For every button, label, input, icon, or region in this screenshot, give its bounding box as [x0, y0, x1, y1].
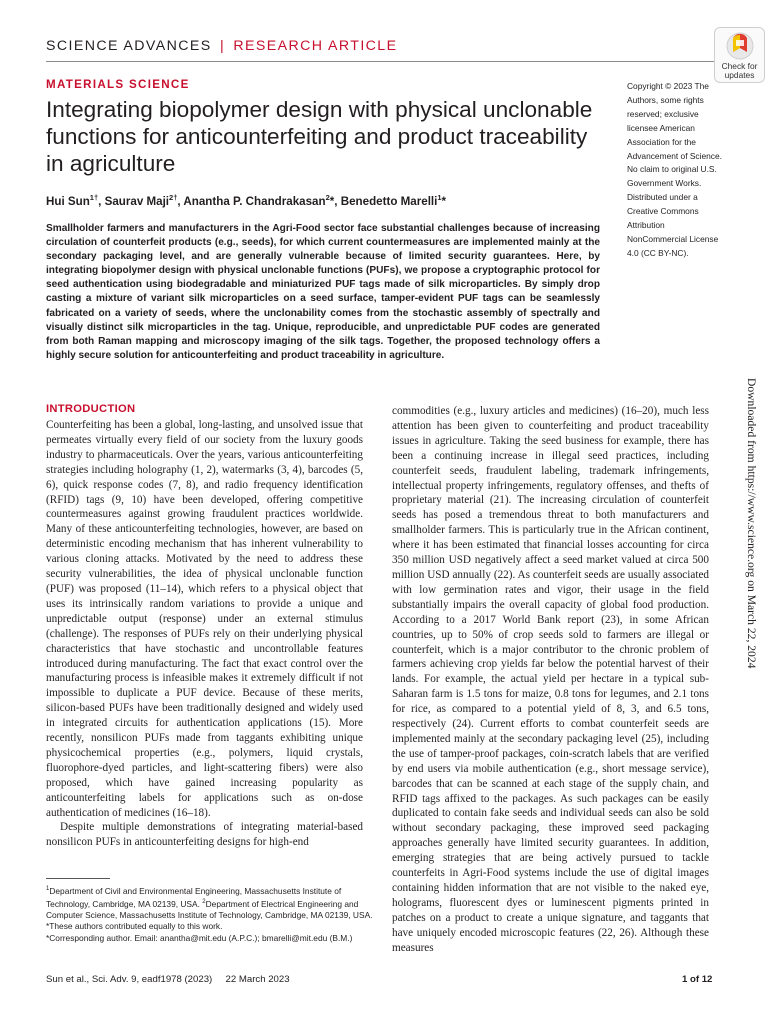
author-affiliation: 1† [89, 193, 99, 202]
corresponding-author-note[interactable]: *Corresponding author. Email: anantha@mit.edu (A.P.C.); bmarelli@mit.edu (B.M.) [46, 932, 353, 943]
page-number: 1 of 12 [682, 974, 713, 985]
header-separator: | [219, 38, 226, 54]
body-paragraph: Counterfeiting has been a global, long-lasting, and unsolved issue that permeates virtually every field of our society from the luxury goods industry to pharmaceuticals. Over the years, various anticounterfeiting strategies including holography (1, 2), watermarks (3, 4), barcodes (5, 6), quick response codes (7, 8), and radio frequency identification (RFID) tags (9, 10) have been developed, offering competitive countermeasures against growing fraudulent practices worldwide. Many of these anticounterfeiting technologies, however, are based on deterministic encoding mechanism that has inherent vulnerability to various cloning attacks. Motivated by the need to address these security vulnerabilities, the idea of physical unclonable function (PUF) was proposed (11–14), which refers to a physical object that uses its intrinsically random variations to provide a unique and unpredictable output (response) under an external stimulus (challenge). The responses of PUFs rely on their underlying physical characteristics that have stochastic and uncontrollable features introduced during manufacturing. The fact that exact control over the manufacturing process is infeasible makes it extremely difficult if not impossible to duplicate a PUF device. Because of these merits, silicon-based PUFs have been traditionally designed and widely used in integrated circuits for authentication applications (15). More recently, nonsilicon PUFs made from taggants exhibiting unique physicochemical properties (e.g., polymers, liquid crystals, fluorophore-dyed particles, and light-scattering fibers) were also proposed, which have gained increasing popularity as anticounterfeiting labels for applications such as on-dose authentication of medicines (16–18). [46, 419, 363, 819]
footnote-marker: 1 [46, 886, 50, 892]
header-divider [46, 61, 720, 62]
body-column-left [46, 418, 363, 850]
footnote-divider [46, 878, 110, 879]
download-watermark: Downloaded from https://www.science.org on March 22, 2024 [745, 378, 758, 669]
equal-contribution-note: *These authors contributed equally to this work. [46, 921, 223, 932]
author-separator: , [98, 194, 105, 208]
footnote-text: Department of Electrical Engineering and Computer Science, Massachusetts Institute of Technology, Cambridge, MA 02139, USA. [46, 898, 373, 921]
journal-name[interactable]: SCIENCE ADVANCES [46, 38, 212, 54]
footnote-marker: 2 [202, 899, 206, 906]
author-name[interactable]: Benedetto Marelli [340, 194, 438, 208]
footnote-text: Department of Civil and Environmental Engineering, Massachusetts Institute of Technology, Cambridge, MA 02139, USA. [46, 885, 342, 909]
affiliation-footnote [46, 884, 376, 921]
body-column-right: commodities (e.g., luxury articles and medicines) (16–20), much less attention has been given to counterfeiting and product traceability issues in agriculture. Taking the seed business for example, there has been a continuing increase in illegal seed practices, including counterfeit seeds, fraudulent labeling, trademark infringements, intellectual property infringements, regulatory offenses, and thefts of proprietary material (21). The increasing circulation of counterfeit seeds has posed a tremendous threat to both manufacturers and smallholder farmers. This is particularly true in the African continent, where it has been estimated that financial losses accounting for circa 350 million USD negatively affect a seed market valued at circa 500 million USD annually (22). As counterfeit seeds are usually associated with low germination rates and vigor, their usage in the field substantially impairs the overall capacity of global food production. According to a 2017 World Bank report (23), in some African countries, up to 50% of crop seeds sold to farmers are illegal or counterfeit, which is a major contributor to the chronic problem of farmers achieving crop yields far below the potential harvest of their lands. For example, the actual yield per hectare in a typical sub-Saharan farm is 1.5 tons for maize, 0.8 tons for legumes, and 2.1 tons for rice, as compared to a potential yield of 8, 3, and 6.5 tons, respectively (24). Current efforts to combat counterfeit seeds are implemented mainly at the secondary packaging level (25), including the use of tamper-proof packages, coin-scratch labels that are verified by end users via mobile authentication (e.g., short message service), barcodes that can be scanned at each stage of the supply chain, and RFID tags affixed to the packages. As such packages can be easily duplicated to contain fake seeds and individual seeds can also be sold without secondary packaging, these improved seed packaging approaches generally have limited security guarantees. In addition, emerging strategies that are being actively pursued to tackle counterfeits in Agri-Food systems include the use of digital images containing hidden information that are not visible to the naked eye, holograms, fluorescent dyes or luminescent pigments printed in patches on a product to create a unique signature, and taggants that have uniquely encoded microscopic features (22, 26). Although these measures [392, 405, 709, 954]
footnotes [46, 884, 376, 944]
author-name[interactable]: Anantha P. Chandrakasan [183, 194, 326, 208]
author-affiliation: 2† [169, 193, 178, 202]
author-separator: , [177, 194, 184, 208]
author-separator: , [334, 194, 341, 208]
author-name[interactable]: Saurav Maji [104, 194, 170, 208]
abstract: Smallholder farmers and manufacturers in the Agri-Food sector face substantial challenges because of increasing circulation of counterfeit products (e.g., seeds), for which current countermeasures are implemented mainly at the secondary packaging level, and are generally vulnerable because of limited security guarantees. Here, by integrating biopolymer design with physical unclonable functions (PUFs), we propose a cryptographic protocol for seed authentication using biodegradable and miniaturized PUF tags made of silk microparticles. By simply drop casting a mixture of variant silk microparticles on a seed surface, tamper-evident PUF tags can be seamlessly fabricated on a variety of seeds, where the unclonability comes from the stochastic assembly of spectrally and visually distinct silk microparticles in the tag. Unique, reproducible, and unpredictable PUF codes are generated from both Raman mapping and microscopy imaging of the silk tags. Together, the proposed technology offers a highly secure solution for anticounterfeiting and product traceability in agriculture. [46, 223, 600, 361]
article-type: RESEARCH ARTICLE [233, 38, 398, 54]
crossmark-icon [725, 31, 755, 61]
author-affiliation: 2 [325, 193, 330, 202]
author-affiliation: 1 [437, 193, 442, 202]
author-name[interactable]: Hui Sun [46, 194, 90, 208]
article-title: Integrating biopolymer design with physical unclonable functions for anticounterfeiting and product traceability in agriculture [46, 97, 593, 177]
check-for-updates-button[interactable] [714, 27, 765, 83]
journal-header [46, 38, 397, 54]
section-label: MATERIALS SCIENCE [46, 78, 190, 91]
copyright-notice: Copyright © 2023 The Authors, some rights reserved; exclusive licensee American Association for the Advancement of Science. No claim to original U.S. Government Works. Distributed under a Creative Commons Attribution NonCommercial License 4.0 (CC BY-NC). [627, 81, 722, 258]
section-heading-introduction: INTRODUCTION [46, 403, 136, 415]
footer-citation: Sun et al., Sci. Adv. 9, eadf1978 (2023) 22 March 2023 [46, 974, 290, 985]
corresponding-mark: * [329, 194, 335, 208]
body-paragraph: Despite multiple demonstrations of integrating material-based nonsilicon PUFs in anticounterfeiting designs for high-end [46, 821, 363, 849]
author-list [46, 193, 606, 208]
check-for-updates-label: Check for updates [721, 61, 758, 80]
corresponding-mark: * [441, 194, 447, 208]
